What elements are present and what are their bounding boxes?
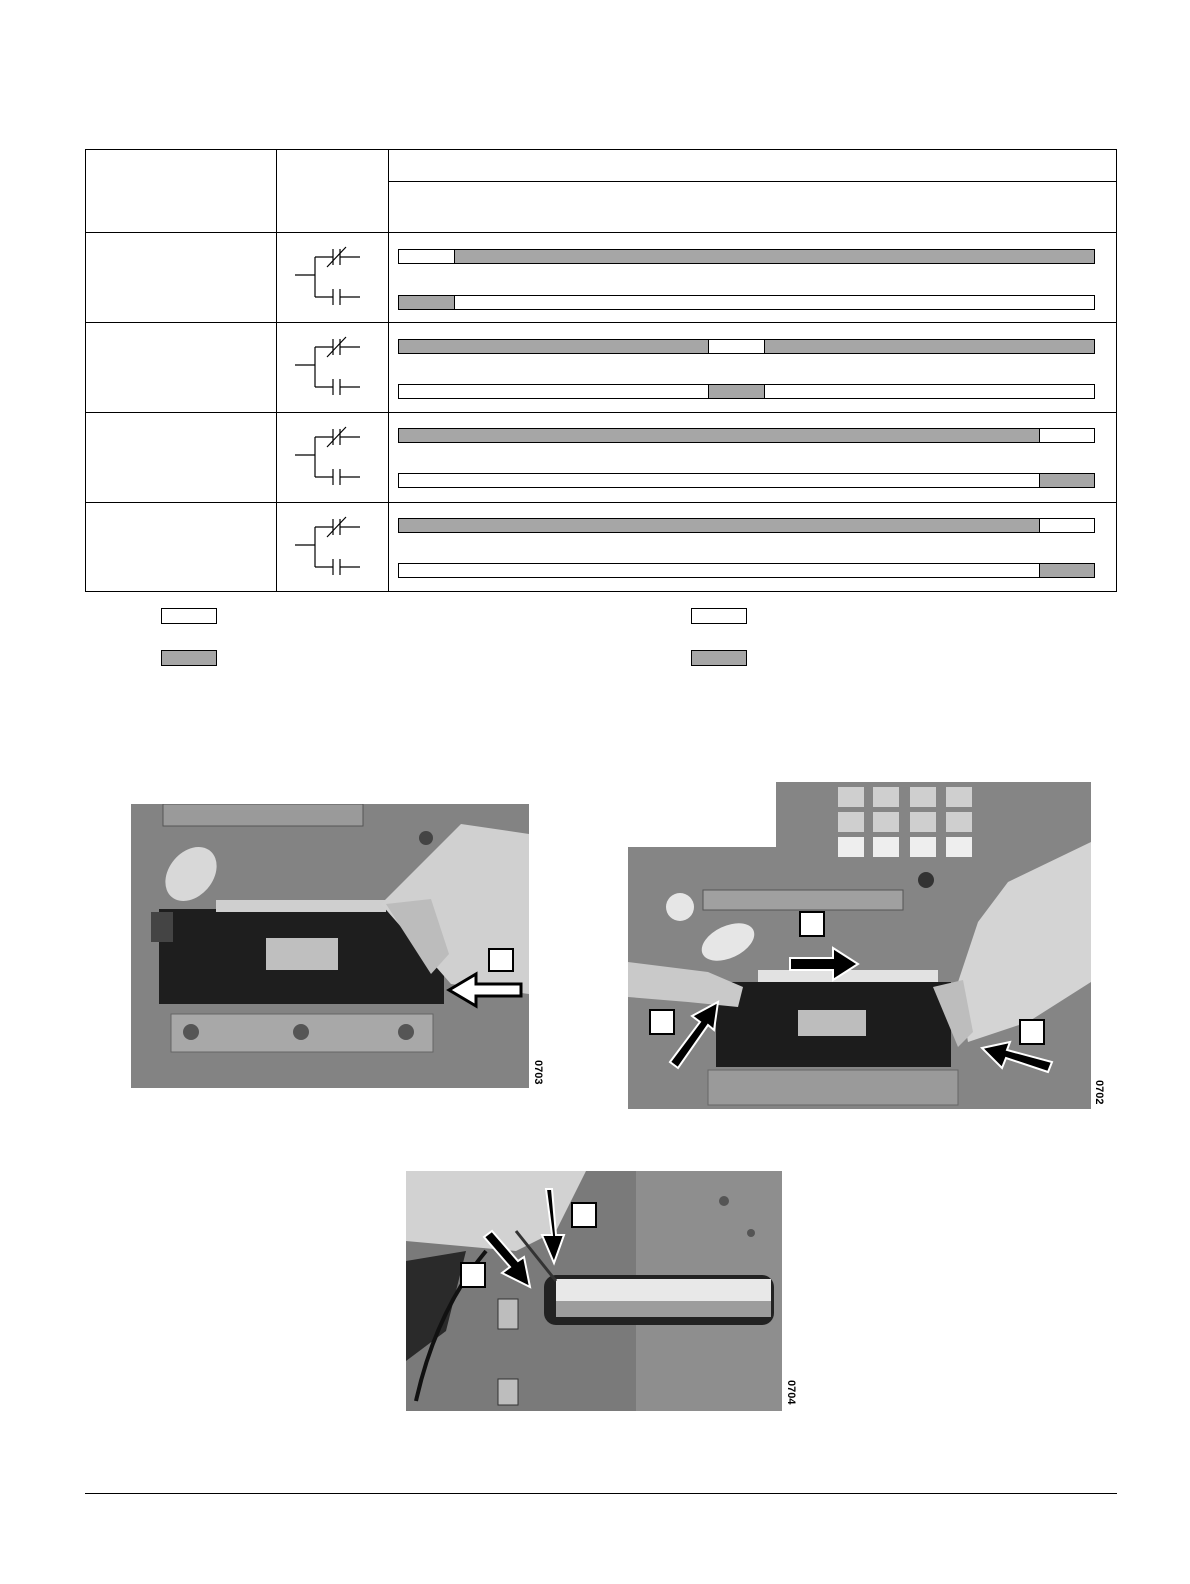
nc-bar-row-2 [398,339,1095,354]
no-bar-row-3 [398,473,1095,488]
photo-install-module [131,804,529,1088]
photo-insert-module-hands [628,782,1091,1109]
nc-seg-2 [708,340,765,353]
nc-seg-1 [399,340,708,353]
nc-seg-2 [1039,429,1094,442]
no-seg-3 [764,385,1094,398]
no-bar-row-1 [398,295,1095,310]
no-seg-2 [708,385,765,398]
contact-symbol-row-2 [295,330,365,410]
no-seg-2 [1039,564,1094,577]
no-bar-row-2 [398,384,1095,399]
table-header-bottom [86,232,1116,233]
no-bar-row-4 [398,563,1095,578]
figure-code-0702: 0702 [1093,1080,1105,1105]
legend-left-grey [161,650,217,666]
table-row-divider-1 [86,322,1116,323]
contact-symbol-row-1 [295,240,365,320]
nc-bar-row-1 [398,249,1095,264]
table-header-subdivider [388,181,1116,182]
no-seg-2 [454,296,1094,309]
photo-terminal-connection [406,1171,782,1411]
nc-seg-3 [764,340,1094,353]
contact-symbol-row-3 [295,420,365,500]
nc-seg-1 [399,250,454,263]
contact-symbol-row-4 [295,510,365,590]
nc-seg-2 [454,250,1094,263]
no-seg-1 [399,385,708,398]
table-row-divider-2 [86,412,1116,413]
footer-rule [85,1493,1117,1494]
no-seg-1 [399,474,1039,487]
no-seg-1 [399,296,454,309]
no-seg-1 [399,564,1039,577]
nc-bar-row-4 [398,518,1095,533]
table-col-divider-2 [388,150,389,591]
table-row-divider-3 [86,502,1116,503]
no-seg-2 [1039,474,1094,487]
figure-code-0704: 0704 [785,1380,797,1405]
figure-code-0703: 0703 [532,1060,544,1085]
legend-right-white [691,608,747,624]
legend-right-grey [691,650,747,666]
legend-left-white [161,608,217,624]
nc-seg-1 [399,429,1039,442]
nc-bar-row-3 [398,428,1095,443]
nc-seg-1 [399,519,1039,532]
table-col-divider-1 [276,150,277,591]
nc-seg-2 [1039,519,1094,532]
